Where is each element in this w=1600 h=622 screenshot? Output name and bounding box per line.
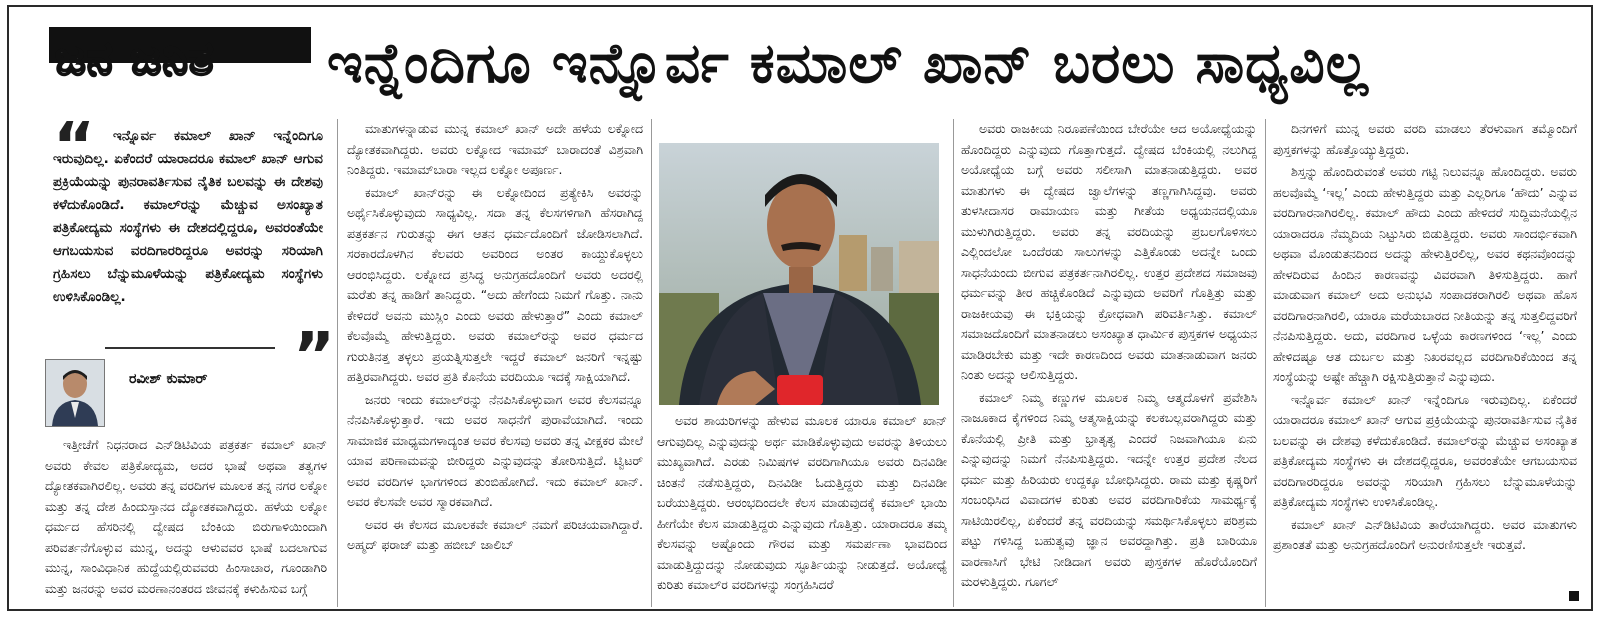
paragraph: ಶಿಸ್ತನ್ನು ಹೊಂದಿರುವಂತೆ ಅವರು ಗಟ್ಟಿ ನಿಲುವನ್ನೂ ಹೊಂದಿದ್ದರು. ಅವರು ಹಲವೊಮ್ಮೆ ‘ಇಲ್ಲ’ ಎಂದು ಹೇಳುತ್ತಿದ್ದರು ಮತ್ತು ಎಲ್ಲರಿಗೂ ‘ಹೌದು’ ಎನ್ನುವ ವರದಿಗಾರನಾಗಿರಲಿಲ್ಲ. ಕಮಾಲ್ ಹೌದು ಎಂದು ಹೇಳಿದರೆ ಸುದ್ದಿಮನೆಯಲ್ಲಿನ ಯಾರಾದರೂ ನೆಮ್ಮದಿಯ ನಿಟ್ಟುಸಿರು ಬಿಡುತ್ತಿದ್ದರು. ಅವರು ಸಾಂದರ್ಭಿಕವಾಗಿ ಅಥವಾ ಮೊಂಡುತನದಿಂದ ಅದನ್ನು ಹೇಳುತ್ತಿರಲಿಲ್ಲ, ಅವರ ಕಥನವೊಂದನ್ನು ಹೇಳದಿರುವ ಹಿಂದಿನ ಕಾರಣವನ್ನು ವಿವರವಾಗಿ ತಿಳಿಸುತ್ತಿದ್ದರು. ಹಾಗೆ ಮಾಡುವಾಗ ಕಮಾಲ್ ಅದು ಅನುಭವಿ ಸಂಪಾದಕರಾಗಿರಲಿ ಅಥವಾ ಹೊಸ ವರದಿಗಾರನಾಗಿರಲಿ, ಯಾರೂ ಮರೆಯಬಾರದ ನೀತಿಯನ್ನು ತನ್ನ ಸುತ್ತಲಿದ್ದವರಿಗೆ ನೆನಪಿಸುತ್ತಿದ್ದರು. ಅದು, ವರದಿಗಾರ ಒಳ್ಳೆಯ ಕಾರಣಗಳಿಂದ ‘ಇಲ್ಲ’ ಎಂದು ಹೇಳಿದಷ್ಟೂ ಆತ ದುರ್ಬಲ ಮತ್ತು ನಿಖರವಲ್ಲದ ವರದಿಗಾರಿಕೆಯಿಂದ ತನ್ನ ಸಂಸ್ಥೆಯನ್ನು ಅಷ್ಟೇ ಹೆಚ್ಚಾಗಿ ರಕ್ಷಿಸುತ್ತಿರುತ್ತಾನೆ ಎನ್ನುವುದು. [1273,164,1577,384]
paragraph: ಅವರ ಶಾಯರಿಗಳನ್ನು ಹೇಳುವ ಮೂಲಕ ಯಾರೂ ಕಮಾಲ್ ಖಾನ್ ಆಗುವುದಿಲ್ಲ ಎನ್ನುವುದನ್ನು ಅರ್ಥ ಮಾಡಿಕೊಳ್ಳುವುದು ಅವರನ್ನು ತಿಳಿಯಲು ಮುಖ್ಯವಾಗಿದೆ. ಎರಡು ನಿಮಿಷಗಳ ವರದಿಗಾಗಿಯೂ ಅವರು ದಿನವಿಡೀ ಚಿಂತನೆ ನಡೆಸುತ್ತಿದ್ದರು, ದಿನವಿಡೀ ಓದುತ್ತಿದ್ದರು ಮತ್ತು ದಿನವಿಡೀ ಬರೆಯುತ್ತಿದ್ದರು. ಆರಂಭದಿಂದಲೇ ಕೆಲಸ ಮಾಡುವುದಕ್ಕೆ ಕಮಾಲ್ ಭಾಯಿ ಹೀಗೆಯೇ ಕೆಲಸ ಮಾಡುತ್ತಿದ್ದರು ಎನ್ನುವುದು ಗೊತ್ತಿತ್ತು. ಯಾರಾದರೂ ತಮ್ಮ ಕೆಲಸವನ್ನು ಅಷ್ಟೊಂದು ಗೌರವ ಮತ್ತು ಸಮರ್ಪಣಾ ಭಾವದಿಂದ ಮಾಡುತ್ತಿದ್ದುದನ್ನು ನೋಡುವುದು ಸ್ಫೂರ್ತಿಯನ್ನು ನೀಡುತ್ತದೆ. ಅಯೋಧ್ಯೆ ಕುರಿತು ಕಮಾಲ್‌ರ ವರದಿಗಳನ್ನು ಸಂಗ್ರಹಿಸಿದರೆ [657,413,947,592]
column-divider [337,119,338,607]
open-quote-icon: “ [53,110,96,184]
header [19,15,1581,107]
byline [45,359,335,429]
column-logo [49,21,311,95]
column-divider [953,119,954,607]
paragraph: ಮಾತುಗಳನ್ನಾಡುವ ಮುನ್ನ ಕಮಾಲ್ ಖಾನ್ ಅದೇ ಹಳೆಯ ಲಕ್ನೋದ ದ್ಯೋತಕವಾಗಿದ್ದರು. ಅವರು ಲಕ್ನೋದ ಇಮಾಮ್ ಬಾರಾದಂತೆ ವಿಶ್ರವಾಗಿ ನಿಂತಿದ್ದರು. ಇಮಾಮ್‌ಬಾರಾ ಇಲ್ಲದ ಲಕ್ನೋ ಅಪೂರ್ಣ. [347,121,643,177]
newspaper-page [7,5,1593,611]
paragraph: ಕಮಾಲ್ ಖಾನ್ ಎನ್‌ಡಿಟಿವಿಯ ತಾರೆಯಾಗಿದ್ದರು. ಅವರ ಮಾತುಗಳು ಪ್ರಶಾಂತತೆ ಮತ್ತು ಅನುಗ್ರಹದೊಂದಿಗೆ ಅನುರಣಿಸುತ್ತಲೇ ಇರುತ್ತವೆ. [1273,516,1577,552]
column-3 [657,411,947,607]
reporter-photo [659,143,939,405]
column-5 [1273,119,1577,607]
paragraph: ಜನರು ಇಂದು ಕಮಾಲ್‌ರನ್ನು ನೆನಪಿಸಿಕೊಳ್ಳುವಾಗ ಅವರ ಕೆಲಸವನ್ನೂ ನೆನಪಿಸಿಕೊಳ್ಳುತ್ತಾರೆ. ಇದು ಅವರ ಸಾಧನೆಗೆ ಪುರಾವೆಯಾಗಿದೆ. ಇಂದು ಸಾಮಾಜಿಕ ಮಾಧ್ಯಮಗಳಾದ್ಯಂತ ಅವರ ಕೆಲಸವು ಅವರು ತನ್ನ ವೀಕ್ಷಕರ ಮೇಲೆ ಯಾವ ಪರಿಣಾಮವನ್ನು ಬೀರಿದ್ದರು ಎನ್ನುವುದನ್ನು ತೋರಿಸುತ್ತಿದೆ. ಟ್ವಿಟರ್ ಅವರ ವರದಿಗಳ ಭಾಗಗಳಿಂದ ತುಂಬಿಹೋಗಿದೆ. ಇದು ಕಮಾಲ್ ಖಾನ್. ಅವರ ಕೆಲಸವೇ ಅವರ ಸ್ಮಾರಕವಾಗಿದೆ. [347,391,643,509]
paragraph: ಕಮಾಲ್ ಖಾನ್‌ರನ್ನು ಈ ಲಕ್ನೋದಿಂದ ಪ್ರತ್ಯೇಕಿಸಿ ಅವರನ್ನು ಅರ್ಥೈಸಿಕೊಳ್ಳುವುದು ಸಾಧ್ಯವಿಲ್ಲ. ಸದಾ ತನ್ನ ಕೆಲಸಗಳಿಗಾಗಿ ಹೆಸರಾಗಿದ್ದ ಪತ್ರಕರ್ತನ ಗುರುತನ್ನು ಈಗ ಆತನ ಧರ್ಮದೊಂದಿಗೆ ಜೋಡಿಸಲಾಗಿದೆ. ಸರಕಾರದೊಳಗಿನ ಕೆಲವರು ಅವರಿಂದ ಅಂತರ ಕಾಯ್ದುಕೊಳ್ಳಲು ಆರಂಭಿಸಿದ್ದರು. ಲಕ್ನೋದ ಪ್ರಸಿದ್ಧ ಅನುಗ್ರಹದೊಂದಿಗೆ ಅವರು ಅದರಲ್ಲಿ ಮರೆತು ತನ್ನ ಹಾಡಿಗೆ ತಾನಿದ್ದರು. “ಅದು ಹೇಗೆಂದು ನಿಮಗೆ ಗೊತ್ತು. ನಾನು ಕೇಳಿದರೆ ಅವನು ಮುಸ್ಲಿಂ ಎಂದು ಅವರು ಹೇಳುತ್ತಾರೆ” ಎಂದು ಕಮಾಲ್ ಕೆಲವೊಮ್ಮೆ ಹೇಳುತ್ತಿದ್ದರು. ಅವರು ಕಮಾಲ್‌ರನ್ನು ಅವರ ಧರ್ಮದ ಗುರುತಿನತ್ತ ತಳ್ಳಲು ಪ್ರಯತ್ನಿಸುತ್ತಲೇ ಇದ್ದರೆ ಕಮಾಲ್ ಜನರಿಗೆ ಇನ್ನಷ್ಟು ಹತ್ತಿರವಾಗಿದ್ದರು. ಅವರ ಪ್ರತಿ ಕೊನೆಯ ವರದಿಯೂ ಇದಕ್ಕೆ ಸಾಕ್ಷಿಯಾಗಿದೆ. [347,184,643,384]
column-1 [45,435,327,607]
column-divider [1265,119,1266,607]
paragraph: ಅವರ ಈ ಕೆಲಸದ ಮೂಲಕವೇ ಕಮಾಲ್ ನಮಗೆ ಪರಿಚಯವಾಗಿದ್ದಾರೆ. ಅಹ್ಮದ್ ಫರಾಜ್ ಮತ್ತು ಹಬೀಬ್ ಜಾಲಿಬ್ [347,516,643,552]
paragraph: ಕಮಾಲ್ ನಿಮ್ಮ ಕಣ್ಣುಗಳ ಮೂಲಕ ನಿಮ್ಮ ಆತ್ಮದೊಳಗೆ ಪ್ರವೇಶಿಸಿ ನಾಜೂಕಾದ ಕೈಗಳಿಂದ ನಿಮ್ಮ ಆತ್ಮಸಾಕ್ಷಿಯನ್ನು ಕಲಕಬಲ್ಲವರಾಗಿದ್ದರು ಮತ್ತು ಕೊನೆಯಲ್ಲಿ ಪ್ರೀತಿ ಮತ್ತು ಭ್ರಾತೃತ್ವ ಎಂದರೆ ನಿಜವಾಗಿಯೂ ಏನು ಎನ್ನುವುದನ್ನು ನಿಮಗೆ ನೆನಪಿಸುತ್ತಿದ್ದರು. ಇದನ್ನೇ ಉತ್ತರ ಪ್ರದೇಶ ನೆಲದ ಧರ್ಮ ಮತ್ತು ಹಿರಿಯರು ಉದ್ದಕ್ಕೂ ಬೋಧಿಸಿದ್ದರು. ರಾಮ ಮತ್ತು ಕೃಷ್ಣರಿಗೆ ಸಂಬಂಧಿಸಿದ ವಿವಾದಗಳ ಕುರಿತು ಅವರ ವರದಿಗಾರಿಕೆಯ ಸಾಮರ್ಥ್ಯಕ್ಕೆ ಸಾಟಿಯಿರಲಿಲ್ಲ, ಏಕೆಂದರೆ ತನ್ನ ವರದಿಯನ್ನು ಸಮರ್ಥಿಸಿಕೊಳ್ಳಲು ಪರಿಶ್ರಮ ಪಟ್ಟು ಗಳಿಸಿದ್ದ ಬಹುತ್ವವು ಜ್ಞಾನ ಅವರದ್ದಾಗಿತ್ತು. ಪ್ರತಿ ಬಾರಿಯೂ ವಾರಣಾಸಿಗೆ ಭೇಟಿ ನೀಡಿದಾಗ ಅವರು ಪುಸ್ತಕಗಳ ಹೊರೆಯೊಂದಿಗೆ ಮರಳುತ್ತಿದ್ದರು. ಗೂಗಲ್ [961,389,1257,589]
headline: ಇನ್ನೆಂದಿಗೂ ಇನ್ನೊರ್ವ ಕಮಾಲ್ ಖಾನ್ ಬರಲು ಸಾಧ್ಯವಿಲ್ಲ [327,31,1369,95]
column-divider [651,119,652,607]
author-name: ರವೀಶ್ ಕುಮಾರ್ [129,371,208,387]
logo-text: ಜನ ಜನಿತ [55,31,215,85]
paragraph: ಅವರು ರಾಜಕೀಯ ನಿರೂಪಣೆಯಿಂದ ಬೇರೆಯೇ ಆದ ಅಯೋಧ್ಯೆಯನ್ನು ಹೊಂದಿದ್ದರು ಎನ್ನುವುದು ಗೊತ್ತಾಗುತ್ತದೆ. ದ್ವೇಷದ ಬೆಂಕಿಯಲ್ಲಿ ನಲುಗಿದ್ದ ಅಯೋಧ್ಯೆಯ ಬಗ್ಗೆ ಅವರು ಸಲೀಸಾಗಿ ಮಾತನಾಡುತ್ತಿದ್ದರು. ಅವರ ಮಾತುಗಳು ಈ ದ್ವೇಷದ ಜ್ವಾಲೆಗಳನ್ನು ತಣ್ಣಗಾಗಿಸಿದ್ದವು. ಅವರು ತುಳಸೀದಾಸರ ರಾಮಾಯಣ ಮತ್ತು ಗೀತೆಯ ಅಧ್ಯಯನದಲ್ಲಿಯೂ ಮುಳುಗಿರುತ್ತಿದ್ದರು. ಅವರು ತನ್ನ ವರದಿಯನ್ನು ಪ್ರಬಲಗೊಳಿಸಲು ಎಲ್ಲಿಂದಲೋ ಒಂದೆರಡು ಸಾಲುಗಳನ್ನು ಎತ್ತಿಕೊಂಡು ಅದನ್ನೇ ಒಂದು ಸಾಧನೆಯಂದು ಬೀಗುವ ಪತ್ರಕರ್ತನಾಗಿರಲಿಲ್ಲ. ಉತ್ತರ ಪ್ರದೇಶದ ಸಮಾಜವು ಧರ್ಮವನ್ನು ತೀರ ಹಚ್ಚಿಕೊಂಡಿದೆ ಎನ್ನುವುದು ಅವರಿಗೆ ಗೊತ್ತಿತ್ತು ಮತ್ತು ರಾಜಕೀಯವು ಈ ಭಕ್ತಿಯನ್ನು ಕ್ರೋಧವಾಗಿ ಪರಿವರ್ತಿಸಿತ್ತು. ಕಮಾಲ್ ಸಮಾಜದೊಂದಿಗೆ ಮಾತನಾಡಲು ಅಸಂಖ್ಯಾತ ಧಾರ್ಮಿಕ ಪುಸ್ತಕಗಳ ಅಧ್ಯಯನ ಮಾಡಿರಬೇಕು ಮತ್ತು ಇದೇ ಕಾರಣದಿಂದ ಅವರು ಮಾತನಾಡುವಾಗ ಜನರು ನಿಂತು ಅದನ್ನು ಆಲಿಸುತ್ತಿದ್ದರು. [961,121,1257,382]
close-quote-icon: ” [293,320,336,394]
pull-quote [53,125,323,341]
column-4 [961,119,1257,607]
paragraph: ಇನ್ನೊರ್ವ ಕಮಾಲ್ ಖಾನ್ ಇನ್ನೆಂದಿಗೂ ಇರುವುದಿಲ್ಲ. ಏಕೆಂದರೆ ಯಾರಾದರೂ ಕಮಾಲ್ ಖಾನ್ ಆಗುವ ಪ್ರಕ್ರಿಯೆಯನ್ನು ಪುನರಾವರ್ತಿಸುವ ನೈತಿಕ ಬಲವನ್ನು ಈ ದೇಶವು ಕಳೆದುಕೊಂಡಿದೆ. ಕಮಾಲ್‌ರನ್ನು ಮೆಚ್ಚುವ ಅಸಂಖ್ಯಾತ ಪತ್ರಿಕೋದ್ಯಮ ಸಂಸ್ಥೆಗಳು ಈ ದೇಶದಲ್ಲಿದ್ದರೂ, ಅವರಂತೆಯೇ ಆಗಬಯಸುವ ವರದಿಗಾರರಿದ್ದರೂ ಅವರನ್ನು ಸರಿಯಾಗಿ ಗ್ರಹಿಸಲು ಬೆನ್ನುಮೂಳೆಯನ್ನು ಪತ್ರಿಕೋದ್ಯಮ ಸಂಸ್ಥೆಗಳು ಉಳಿಸಿಕೊಂಡಿಲ್ಲ. [1273,391,1577,509]
divider-rule [105,347,275,349]
pull-quote-text: ಇನ್ನೊರ್ವ ಕಮಾಲ್ ಖಾನ್ ಇನ್ನೆಂದಿಗೂ ಇರುವುದಿಲ್ಲ. ಏಕೆಂದರೆ ಯಾರಾದರೂ ಕಮಾಲ್ ಖಾನ್ ಆಗುವ ಪ್ರಕ್ರಿಯೆಯನ್ನು ಪುನರಾವರ್ತಿಸುವ ನೈತಿಕ ಬಲವನ್ನು ಈ ದೇಶವು ಕಳೆದುಕೊಂಡಿದೆ. ಕಮಾಲ್‌ರನ್ನು ಮೆಚ್ಚುವ ಅಸಂಖ್ಯಾತ ಪತ್ರಿಕೋದ್ಯಮ ಸಂಸ್ಥೆಗಳು ಈ ದೇಶದಲ್ಲಿದ್ದರೂ, ಅವರಂತೆಯೇ ಆಗಬಯಸುವ ವರದಿಗಾರರಿದ್ದರೂ ಅವರನ್ನು ಸರಿಯಾಗಿ ಗ್ರಹಿಸಲು ಬೆನ್ನುಮೂಳೆಯನ್ನು ಪತ್ರಿಕೋದ್ಯಮ ಸಂಸ್ಥೆಗಳು ಉಳಿಸಿಕೊಂಡಿಲ್ಲ. [53,128,323,305]
column-2 [347,119,643,607]
paragraph: ದಿನಗಳಿಗೆ ಮುನ್ನ ಅವರು ವರದಿ ಮಾಡಲು ತೆರಳುವಾಗ ತಮ್ಮೊಂದಿಗೆ ಪುಸ್ತಕಗಳನ್ನು ಹೊತ್ತೊಯ್ಯುತ್ತಿದ್ದರು. [1273,121,1577,157]
author-photo [45,359,105,427]
paragraph: ಇತ್ತೀಚೆಗೆ ನಿಧನರಾದ ಎನ್‌ಡಿಟಿವಿಯ ಪತ್ರಕರ್ತ ಕಮಾಲ್ ಖಾನ್ ಅವರು ಕೇವಲ ಪತ್ರಿಕೋದ್ಯಮ, ಅದರ ಭಾಷೆ ಅಥವಾ ತತ್ವಗಳ ದ್ಯೋತಕವಾಗಿರಲಿಲ್ಲ. ಅವರು ತನ್ನ ವರದಿಗಳ ಮೂಲಕ ತನ್ನ ನಗರ ಲಕ್ನೋ ಮತ್ತು ತನ್ನ ದೇಶ ಹಿಂದುಸ್ತಾನದ ದ್ಯೋತಕವಾಗಿದ್ದರು. ಹಳೆಯ ಲಕ್ನೋ ಧರ್ಮದ ಹೆಸರಿನಲ್ಲಿ ದ್ವೇಷದ ಬೆಂಕಿಯ ಬಿರುಗಾಳಿಯಿಂದಾಗಿ ಪರಿವರ್ತನೆಗೊಳ್ಳುವ ಮುನ್ನ, ಅದನ್ನು ಆಳುವವರ ಭಾಷೆ ಬದಲಾಗುವ ಮುನ್ನ, ಸಾಂವಿಧಾನಿಕ ಹುದ್ದೆಯಲ್ಲಿರುವವರು ಹಿಂಸಾಚಾರ, ಗೂಂಡಾಗಿರಿ ಮತ್ತು ಜನರನ್ನು ಅವರ ಮರಣಾನಂತರದ ಜೀವನಕ್ಕೆ ಕಳುಹಿಸುವ ಬಗ್ಗೆ [45,437,327,596]
end-mark [1569,591,1579,601]
